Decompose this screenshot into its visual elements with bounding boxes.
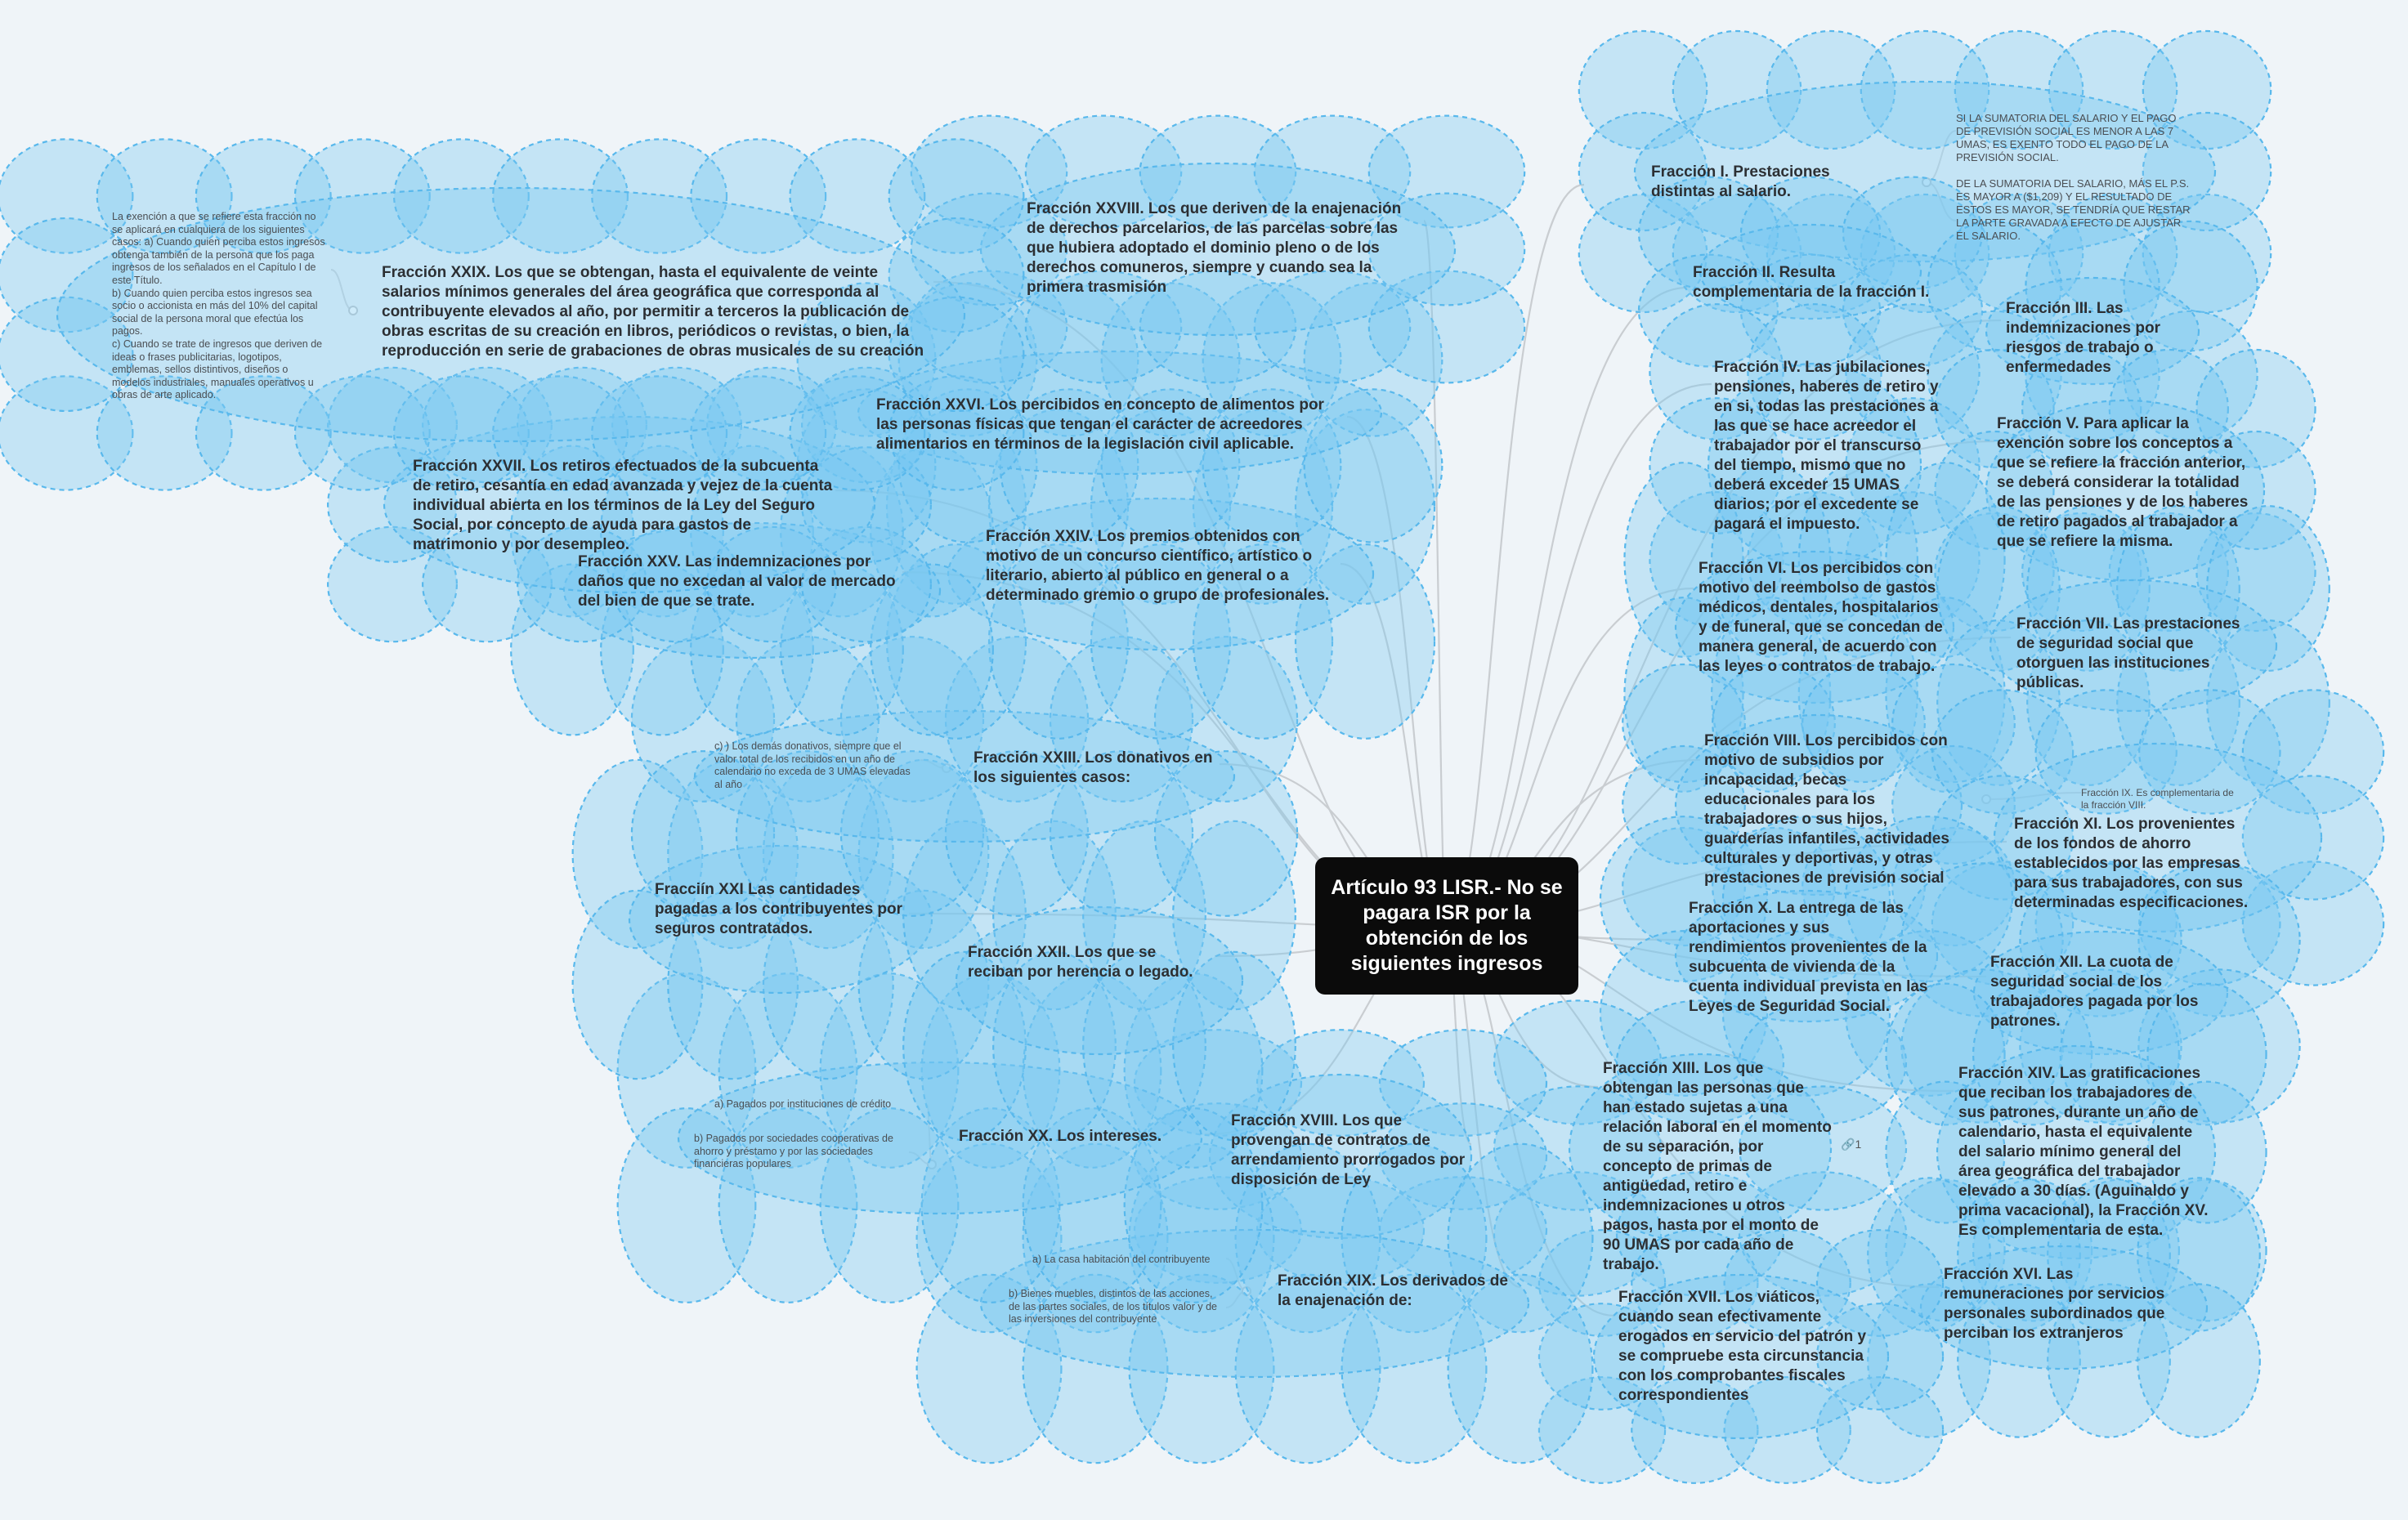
- topic-fraccion-xvii[interactable]: Fracción XVII. Los viáticos, cuando sean efectivamente erogados en servicio del patrón y se compruebe esta circunstancia con los comprobantes fiscales correspondientes: [1618, 1289, 1867, 1404]
- topic-fraccion-xiii[interactable]: Fracción XIII. Los que obtengan las personas que han estado sujetas a una relación laboral en el momento de su separación, por concepto de primas de antigüedad, retiro e indemnizaciones u otros pagos, hasta por el monto de 90 UMAS por cada año de trabajo.: [1603, 1060, 1832, 1273]
- subtopic-fraccion-ix[interactable]: Fracción IX. Es complementaria de la fracción VIII.: [2081, 787, 2234, 811]
- topic-fraccion-xxiii[interactable]: Fracción XXIII. Los donativos en los siguientes casos:: [973, 749, 1213, 786]
- topic-fraccion-viii[interactable]: Fracción VIII. Los percibidos con motivo de subsidios por incapacidad, becas educacionales para los trabajadores o sus hijos, guarderías infantiles, actividades culturales y deportivas, y otras prestaciones de previsión social: [1704, 732, 1949, 887]
- topic-fraccion-xxvii[interactable]: Fracción XXVII. Los retiros efectuados de la subcuenta de retiro, cesantía en edad avanzada y vejez de la cuenta individual abierta en los términos de la Ley del Seguro Social, por concepto de ayuda para gastos de matrimonio y por desempleo.: [413, 458, 833, 553]
- topic-fraccion-iv[interactable]: Fracción IV. Las jubilaciones, pensiones, haberes de retiro y en si, todas las prestaciones a las que se hace acreedor el trabajador por el transcurso del tiempo, mismo que no deberá exceder 15 UMAS diarios; por el excedente se pagará el impuesto.: [1714, 359, 1939, 533]
- subtopic-fraccion-xix-a[interactable]: a) La casa habitación del contribuyente: [1032, 1254, 1211, 1265]
- topic-fraccion-xix[interactable]: Fracción XIX. Los derivados de la enajenación de:: [1278, 1272, 1508, 1309]
- note-fraccion-i[interactable]: SI LA SUMATORIA DEL SALARIO Y EL PAGO DE PREVISIÓN SOCIAL ES MENOR A LAS 7 UMAS, ES EXENTO TODO EL PAGO DE LA PREVISIÓN SOCIAL. DE LA SUMATORIA DEL SALARIO, MÁS EL P.S. ES MAYOR A ($1,209) Y EL RESULTADO DE ESTOS ES MAYOR, SE TENDRÍA QUE RESTAR LA PARTE GRAVADA A EFECTO DE AJUSTAR EL SALARIO.: [1956, 112, 2191, 242]
- topic-fraccion-x[interactable]: Fracción X. La entrega de las aportaciones y sus rendimientos provenientes de la subcuenta de vivienda de la cuenta individual prevista en las Leyes de Seguridad Social.: [1689, 900, 1928, 1015]
- link-badge[interactable]: [1841, 1138, 1861, 1151]
- subtopic-fraccion-xix-b[interactable]: b) Bienes muebles, distintos de las acciones, de las partes sociales, de los títulos valor y de las inversiones del contribuyente: [1009, 1288, 1217, 1325]
- topic-fraccion-xxix[interactable]: Fracción XXIX. Los que se obtengan, hasta el equivalente de veinte salarios mínimos generales del área geográfica que corresponda al contribuyente elevados al año, por permitir a terceros la publicación de obras escritas de su creación en libros, periódicos o revistas, o bien, la reproducción en serie de grabaciones de obras musicales de su creación: [382, 264, 924, 360]
- topic-fraccion-xxvi[interactable]: Fracción XXVI. Los percibidos en concepto de alimentos por las personas físicas que tengan el carácter de acreedores alimentarios en términos de la legislación civil aplicable.: [876, 396, 1324, 453]
- central-topic[interactable]: Artículo 93 LISR.- No se pagara ISR por la obtención de los siguientes ingresos: [1315, 857, 1578, 995]
- topic-fraccion-xxii[interactable]: Fracción XXII. Los que se reciban por herencia o legado.: [968, 944, 1193, 981]
- topic-fraccion-xxviii[interactable]: Fracción XXVIII. Los que deriven de la enajenación de derechos parcelarios, de las parcelas sobre las que hubiera adoptado el dominio pleno o de los derechos comuneros, siempre y cuando sea la primera trasmisión: [1027, 200, 1402, 296]
- topic-fraccion-xvi[interactable]: Fracción XVI. Las remuneraciones por servicios personales subordinados que perciban los extranjeros: [1944, 1266, 2165, 1342]
- topic-fraccion-xxi[interactable]: Fracciín XXI Las cantidades pagadas a los contribuyentes por seguros contratados.: [655, 881, 903, 937]
- topic-fraccion-xxv[interactable]: Fracción XXV. Las indemnizaciones por daños que no excedan al valor de mercado del bien de que se trate.: [578, 553, 896, 610]
- topic-fraccion-xviii[interactable]: Fracción XVIII. Los que provengan de contratos de arrendamiento prorrogados por disposición de Ley: [1231, 1112, 1466, 1188]
- link-icon: 🔗: [1841, 1138, 1855, 1151]
- subtopic-fraccion-xx-a[interactable]: a) Pagados por instituciones de crédito: [714, 1098, 892, 1110]
- subtopic-fraccion-xxiii-c[interactable]: c) ) Los demás donativos, siempre que el valor total de los recibidos en un año de calendario no exceda de 3 UMAS elevadas al año: [714, 740, 911, 790]
- link-count: 1: [1855, 1138, 1862, 1151]
- topic-fraccion-xx[interactable]: Fracción XX. Los intereses.: [959, 1128, 1162, 1145]
- topic-fraccion-xxiv[interactable]: Fracción XXIV. Los premios obtenidos con motivo de un concurso científico, artístico o literario, abierto al público en general o a determinado gremio o grupo de profesionales.: [986, 528, 1330, 604]
- topic-fraccion-xiv[interactable]: Fracción XIV. Las gratificaciones que reciban los trabajadores de sus patrones, durante un año de calendario, hasta el equivalente del salario mínimo general del área geográfica del trabajador elevado a 30 días. (Aguinaldo y prima vacacional), la Fracción XV. Es complementaria de esta.: [1958, 1065, 2209, 1239]
- topic-fraccion-ii[interactable]: Fracción II. Resulta complementaria de la fracción I.: [1693, 264, 1930, 301]
- topic-fraccion-vii[interactable]: Fracción VII. Las prestaciones de seguridad social que otorguen las instituciones públicas.: [2016, 615, 2240, 691]
- subtopic-fraccion-xx-b[interactable]: b) Pagados por sociedades cooperativas de ahorro y préstamo y por las sociedades financieras populares: [694, 1133, 893, 1169]
- topic-fraccion-i[interactable]: Fracción I. Prestaciones distintas al salario.: [1651, 163, 1830, 200]
- topic-fraccion-v[interactable]: Fracción V. Para aplicar la exención sobre los conceptos a que se refiere la fracción anterior, se deberá considerar la totalidad de las pensiones y de los haberes de retiro pagados al trabajador a que se refiere la misma.: [1997, 415, 2249, 550]
- topic-fraccion-xi[interactable]: Fracción XI. Los provenientes de los fondos de ahorro establecidos por las empresas para sus trabajadores, con sus determinadas especificaciones.: [2014, 816, 2249, 911]
- topic-fraccion-xii[interactable]: Fracción XII. La cuota de seguridad social de los trabajadores pagada por los patrones.: [1990, 954, 2199, 1030]
- topic-fraccion-iii[interactable]: Fracción III. Las indemnizaciones por riesgos de trabajo o enfermedades: [2006, 300, 2160, 376]
- note-fraccion-xxix[interactable]: La exención a que se refiere esta fracción no se aplicará en cualquiera de los siguientes casos: a) Cuando quien perciba estos ingresos obtenga también de la persona que los paga ingresos de los señalados en el Capítulo I de este Título. b) Cuando quien perciba estos ingresos sea socio o accionista en más del 10% del capital social de la persona moral que efectúa los pagos. c) Cuando se trate de ingresos que deriven de ideas o frases publicitarias, logotipos, emblemas, sellos distintivos, diseños o modelos industriales, manuales operativos u obras de arte aplicado.: [112, 211, 325, 401]
- topic-fraccion-vi[interactable]: Fracción VI. Los percibidos con motivo del reembolso de gastos médicos, dentales, hospitalarios y de funeral, que se concedan de manera general, de acuerdo con las leyes o contratos de trabajo.: [1699, 560, 1943, 675]
